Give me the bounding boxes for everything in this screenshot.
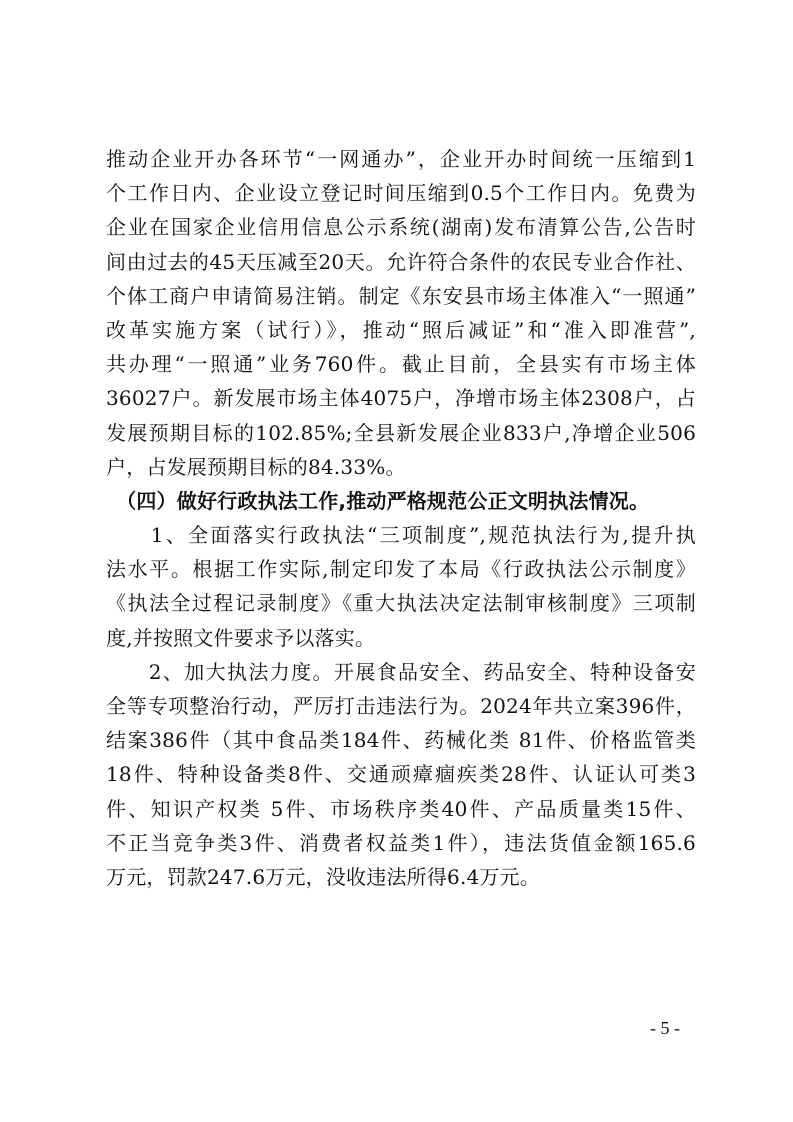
paragraph-three-systems (106, 518, 696, 655)
text-line: 户，占发展预期目标的84.33%。 (106, 454, 406, 479)
text-line: 推动企业开办各环节“一网通办”，企业开办时间统一压缩到1 (106, 147, 696, 171)
section-heading: （四）做好行政执法工作,推动严格规范公正文明执法情况。 (106, 488, 650, 513)
text-line: 全等专项整治行动，严厉打击违法行为。2024年共立案396件， (106, 694, 696, 718)
text-line: 改革实施方案（试行）》，推动“照后减证”和“准入即准营”, (106, 317, 696, 342)
text-line: 件、知识产权类 5件、市场秩序类40件、产品质量类15件、 (106, 796, 696, 821)
text-line: 36027户。新发展市场主体4075户，净增市场主体2308户，占 (106, 386, 696, 411)
text-line: 企业在国家企业信用信息公示系统(湖南)发布清算公告,公告时 (106, 215, 696, 240)
text-line: 发展预期目标的102.85%;全县新发展企业833户,净增企业506 (106, 420, 696, 445)
text-line: 个体工商户申请简易注销。制定《东安县市场主体准入“一照通” (106, 283, 696, 308)
section-heading-administrative-enforcement (106, 484, 696, 518)
body-text (106, 142, 696, 894)
text-line: 1、全面落实行政执法“三项制度”,规范执法行为,提升执 (106, 523, 696, 548)
text-line: 度,并按照文件要求予以落实。 (106, 625, 376, 650)
text-line: 《执法全过程记录制度》《重大执法决定法制审核制度》三项制 (106, 591, 696, 616)
paragraph-enterprise-registration (106, 142, 696, 484)
page-number: - 5 - (650, 1018, 680, 1038)
text-line: 不正当竞争类3件、消费者权益类1件），违法货值金额165.6 (106, 830, 696, 855)
text-line: 法水平。根据工作实际,制定印发了本局《行政执法公示制度》 (106, 557, 696, 582)
text-line: 2、加大执法力度。开展食品安全、药品安全、特种设备安 (106, 659, 696, 684)
paragraph-enforcement-intensity (106, 655, 696, 894)
text-line: 间由过去的45天压减至20天。允许符合条件的农民专业合作社、 (106, 249, 696, 274)
text-line: 共办理“一照通”业务760件。截止目前，全县实有市场主体 (106, 352, 696, 377)
text-line: 18件、特种设备类8件、交通顽瘴痼疾类28件、认证认可类3 (106, 762, 696, 787)
text-line: 个工作日内、企业设立登记时间压缩到0.5个工作日内。免费为 (106, 181, 696, 206)
text-line: 结案386件（其中食品类184件、药械化类 81件、价格监管类 (106, 728, 696, 753)
text-line: 万元，罚款247.6万元，没收违法所得6.4万元。 (106, 864, 541, 889)
